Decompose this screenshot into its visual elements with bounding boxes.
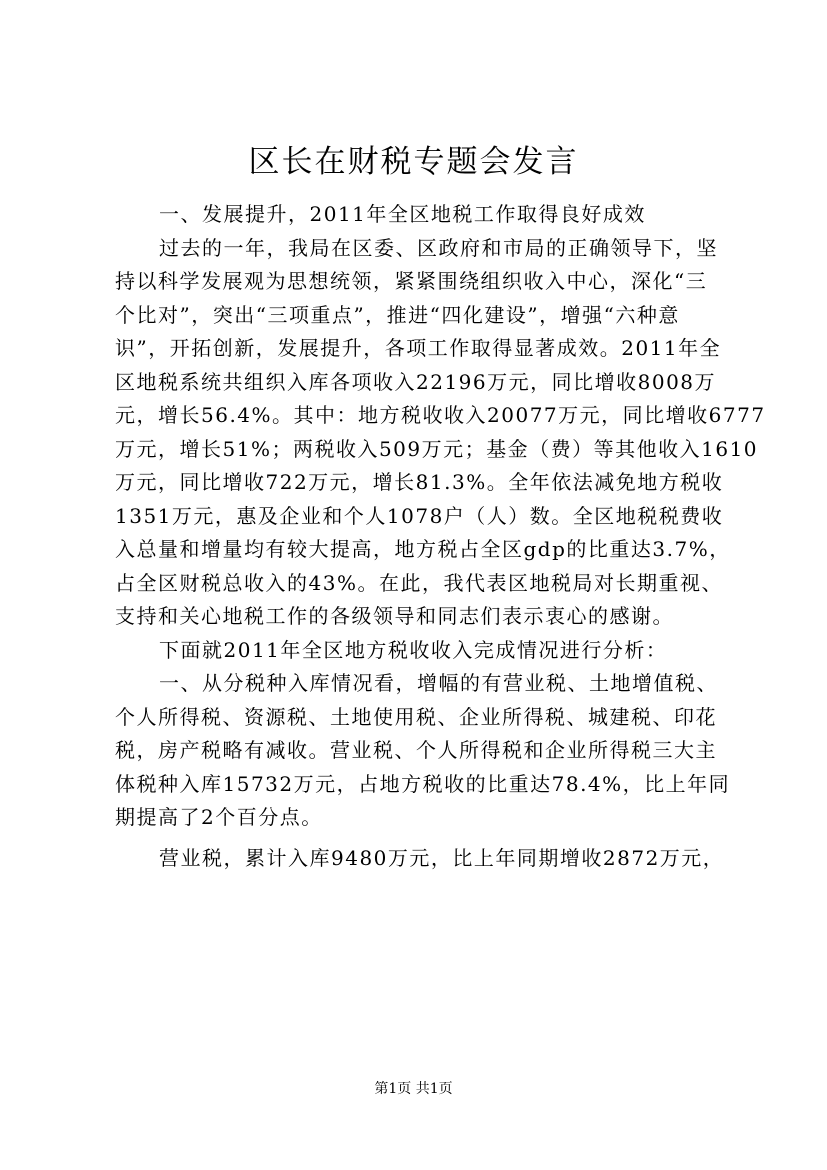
paragraph-line: 识”，开拓创新，发展提升，各项工作取得显著成效。2011年全 bbox=[115, 336, 722, 360]
paragraph-line: 体税种入库15732万元，占地方税收的比重达78.4%，比上年同 bbox=[115, 771, 731, 796]
section-heading: 一、发展提升，2011年全区地税工作取得良好成效 bbox=[159, 202, 646, 226]
paragraph-line: 万元，同比增收722万元，增长81.3%。全年依法减免地方税收 bbox=[115, 470, 724, 494]
paragraph-line: 1351万元，惠及企业和个人1078户（人）数。全区地税税费收 bbox=[115, 503, 724, 528]
paragraph-line: 个人所得税、资源税、土地使用税、企业所得税、城建税、印花 bbox=[115, 704, 717, 729]
paragraph-line: 个比对”，突出“三项重点”，推进“四化建设”，增强“六种意 bbox=[115, 302, 680, 327]
paragraph-line: 期提高了2个百分点。 bbox=[115, 805, 323, 829]
paragraph-line: 过去的一年，我局在区委、区政府和市局的正确领导下，坚 bbox=[159, 235, 718, 260]
page-number-footer: 第1页 共1页 bbox=[374, 1081, 453, 1097]
paragraph-line: 支持和关心地税工作的各级领导和同志们表示衷心的感谢。 bbox=[115, 604, 674, 628]
paragraph-line: 区地税系统共组织入库各项收入22196万元，同比增收8008万 bbox=[115, 369, 717, 394]
paragraph-line: 占全区财税总收入的43%。在此，我代表区地税局对长期重视、 bbox=[115, 570, 723, 595]
document-title: 区长在财税专题会发言 bbox=[248, 144, 579, 180]
paragraph-line: 入总量和增量均有较大提高，地方税占全区gdp的比重达3.7%， bbox=[115, 537, 731, 561]
paragraph-line: 持以科学发展观为思想统领，紧紧围绕组织收入中心，深化“三 bbox=[115, 269, 708, 293]
paragraph-line: 税，房产税略有减收。营业税、个人所得税和企业所得税三大主 bbox=[115, 738, 717, 762]
paragraph-line: 一、从分税种入库情况看，增幅的有营业税、土地增值税、 bbox=[159, 671, 718, 695]
paragraph-line: 万元，增长51%；两税收入509万元；基金（费）等其他收入1610 bbox=[115, 436, 759, 461]
paragraph-line: 营业税，累计入库9480万元，比上年同期增收2872万元， bbox=[159, 845, 725, 870]
document-body bbox=[115, 198, 766, 875]
paragraph-line: 下面就2011年全区地方税收收入完成情况进行分析： bbox=[159, 637, 668, 662]
paragraph-line: 元，增长56.4%。其中：地方税收收入20077万元，同比增收6777 bbox=[115, 403, 766, 427]
